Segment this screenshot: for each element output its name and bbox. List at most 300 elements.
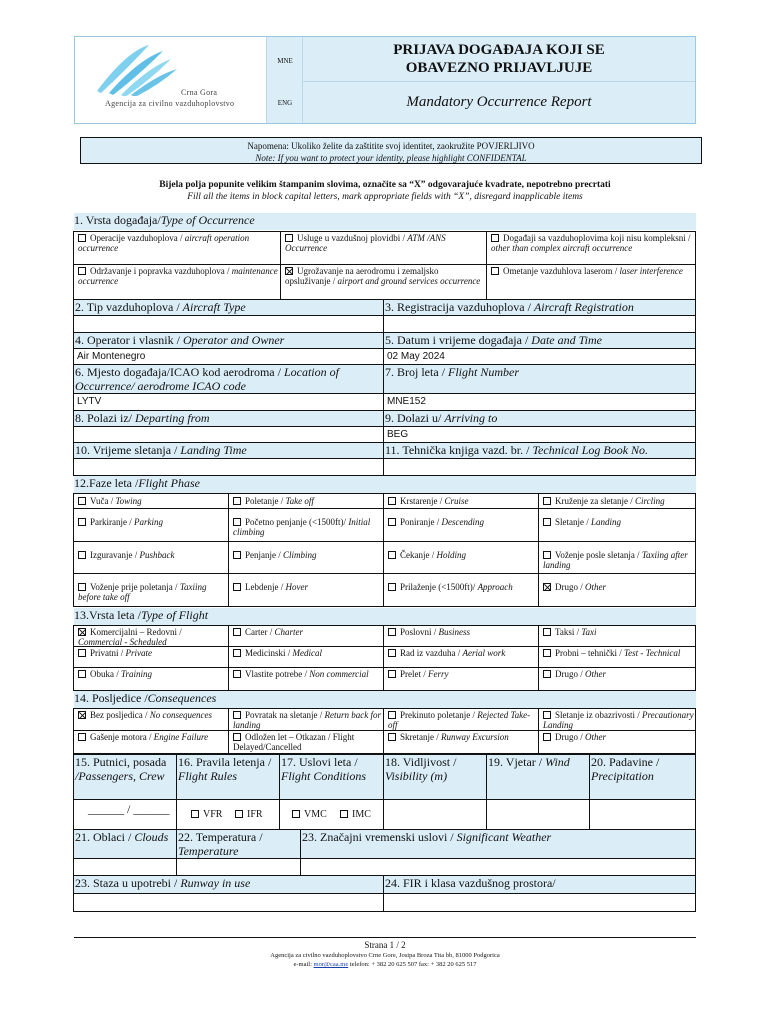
visibility-header bbox=[383, 754, 487, 800]
option-checkbox[interactable] bbox=[543, 551, 551, 559]
option-cell bbox=[228, 646, 384, 668]
option-cell bbox=[228, 625, 384, 647]
operator-owner-field[interactable]: Air Montenegro bbox=[73, 348, 384, 366]
visibility-field[interactable] bbox=[383, 799, 487, 830]
ifr-checkbox[interactable] bbox=[235, 810, 243, 818]
date-time-label-eng: Date and Time bbox=[531, 333, 602, 347]
aircraft-registration-field[interactable] bbox=[383, 315, 696, 333]
option-label-mne: Carter / bbox=[245, 627, 275, 637]
footer-email-link[interactable]: mor@caa.me bbox=[313, 961, 349, 968]
option-cell bbox=[228, 730, 384, 754]
option-checkbox[interactable] bbox=[233, 670, 241, 678]
option-cell bbox=[73, 730, 229, 754]
option-cell bbox=[538, 708, 696, 731]
aircraft-type-label-mne: 2. Tip vazduhoplova / bbox=[75, 300, 183, 314]
h21-mne: 21. Oblaci / bbox=[75, 830, 135, 844]
option-cell bbox=[538, 573, 696, 607]
s12-title-eng: Flight Phase bbox=[138, 476, 200, 490]
option-checkbox[interactable] bbox=[78, 670, 86, 678]
option-checkbox[interactable] bbox=[233, 551, 241, 559]
option-checkbox[interactable] bbox=[543, 518, 551, 526]
option-label-mne: Sletanje iz obazrivosti / bbox=[555, 710, 642, 720]
option-label-mne: Povratak na sletanje / bbox=[245, 710, 325, 720]
s13-title-eng: Type of Flight bbox=[140, 608, 209, 622]
arriving-to-label-mne: 9. Dolazi u/ bbox=[385, 411, 445, 425]
flight-number-label bbox=[383, 364, 696, 394]
option-checkbox[interactable] bbox=[491, 267, 499, 275]
section-12-title bbox=[74, 476, 696, 493]
clouds-header bbox=[73, 829, 177, 859]
option-checkbox[interactable] bbox=[233, 628, 241, 636]
option-checkbox[interactable] bbox=[78, 583, 86, 591]
option-cell bbox=[538, 646, 696, 668]
footer-divider bbox=[74, 937, 696, 938]
h19-mne: 19. Vjetar / bbox=[488, 755, 546, 769]
vfr-checkbox[interactable] bbox=[191, 810, 199, 818]
option-checkbox[interactable] bbox=[233, 733, 241, 741]
language-column bbox=[267, 37, 303, 123]
lang-mne-label: MNE bbox=[277, 57, 293, 65]
option-label-mne: Kruženje za sletanje / bbox=[555, 496, 635, 506]
vmc-checkbox[interactable] bbox=[292, 810, 300, 818]
instructions-mne: Bijela polja popunite velikim štampanim slovima, označite sa “X” odgovarajuće kvadrate, nepotrebno precrtati bbox=[159, 180, 611, 190]
instructions bbox=[74, 179, 696, 203]
option-cell bbox=[486, 231, 696, 265]
tech-log-field[interactable] bbox=[383, 458, 696, 476]
option-checkbox[interactable] bbox=[78, 733, 86, 741]
option-cell bbox=[73, 541, 229, 574]
option-label-mne: Drugo / bbox=[555, 732, 585, 742]
option-cell bbox=[73, 231, 281, 265]
flight-rules-field bbox=[176, 799, 280, 830]
passengers-crew-header bbox=[73, 754, 177, 800]
option-cell bbox=[383, 573, 539, 607]
h23w-eng: Significant Weather bbox=[456, 830, 552, 844]
h23r-eng: Runway in use bbox=[180, 876, 251, 890]
location-label-eng: Location of Occurrence/ aerodrome ICAO code bbox=[75, 365, 339, 393]
footer-contact bbox=[74, 960, 696, 969]
option-label-mne: Rad iz vazduha / bbox=[400, 648, 463, 658]
title-mne bbox=[303, 37, 695, 82]
option-label-eng: Precautionary Landing bbox=[543, 710, 694, 730]
footer-address: Agencija za civilno vazduhoplovstvo Crne Gore, Josipa Broza Tita bb, 81000 Podgorica bbox=[270, 952, 500, 959]
option-checkbox[interactable] bbox=[543, 628, 551, 636]
s13-title-mne: 13.Vrsta leta / bbox=[74, 608, 141, 622]
option-label-mne: Probni – tehnički / bbox=[555, 648, 624, 658]
clouds-field[interactable] bbox=[73, 858, 177, 876]
agency-logo bbox=[75, 37, 267, 123]
landing-time-label-eng: Landing Time bbox=[180, 443, 247, 457]
passengers-crew-field[interactable] bbox=[73, 799, 177, 830]
option-cell bbox=[538, 493, 696, 509]
option-label-eng: ATM /ANS Occurrence bbox=[285, 233, 446, 253]
option-label-eng: airport and ground services occurrence bbox=[337, 276, 481, 286]
landing-time-label bbox=[73, 442, 384, 459]
section-13-title bbox=[74, 608, 696, 625]
arriving-to-label bbox=[383, 410, 696, 427]
arriving-to-field[interactable]: BEG bbox=[383, 426, 696, 444]
option-label-mne: Početno penjanje (<1500ft)/ bbox=[245, 517, 349, 527]
option-checkbox[interactable] bbox=[78, 551, 86, 559]
ifr-option[interactable] bbox=[235, 810, 263, 820]
note-mne: Napomena: Ukoliko želite da zaštitite svoj identitet, zaokružite POVJERLJIVO bbox=[247, 141, 535, 151]
logo-country: Crna Gora bbox=[181, 88, 218, 97]
option-label-eng: Taxiing after landing bbox=[543, 550, 688, 570]
option-label-mne: Događaji sa vazduhoplovima koji nisu kompleksni / bbox=[503, 233, 691, 243]
footer-phone-fax: telefon: + 382 20 625 507 fax: + 382 20 625 517 bbox=[349, 961, 477, 968]
option-cell bbox=[73, 508, 229, 542]
h22-mne: 22. Temperatura / bbox=[178, 830, 263, 844]
aircraft-registration-label-mne: 3. Registracija vazduhoplova / bbox=[385, 300, 534, 314]
option-label-mne: Poniranje / bbox=[400, 517, 442, 527]
option-label-eng: Pushback bbox=[139, 550, 175, 560]
option-checkbox[interactable] bbox=[543, 733, 551, 741]
option-label-mne: Poslovni / bbox=[400, 627, 439, 637]
fir-field[interactable] bbox=[383, 893, 696, 912]
option-label-eng: Training bbox=[121, 669, 153, 679]
precipitation-field[interactable] bbox=[589, 799, 696, 830]
s14-title-eng: Consequences bbox=[147, 691, 217, 705]
option-label-eng: Towing bbox=[115, 496, 142, 506]
aircraft-type-label bbox=[73, 299, 384, 316]
option-label-mne: Prelet / bbox=[400, 669, 428, 679]
footer-email-label: e-mail: bbox=[293, 961, 312, 968]
h15-eng: /Passengers, Crew bbox=[75, 769, 165, 783]
option-cell bbox=[383, 625, 539, 647]
option-checkbox[interactable] bbox=[388, 670, 396, 678]
option-label-eng: Test - Technical bbox=[624, 648, 681, 658]
option-checkbox[interactable] bbox=[233, 649, 241, 657]
option-label-mne: Penjanje / bbox=[245, 550, 283, 560]
tech-log-label bbox=[383, 442, 696, 459]
passengers-crew-value: ______ / ______ bbox=[88, 802, 170, 816]
imc-checkbox[interactable] bbox=[340, 810, 348, 818]
option-label-mne: Odložen let – Otkazan / Flight Delayed/Cancelled bbox=[233, 732, 355, 752]
vmc-label: VMC bbox=[304, 809, 327, 820]
h23w-mne: 23. Značajni vremenski uslovi / bbox=[302, 830, 457, 844]
instructions-eng: Fill all the items in block capital letters, mark appropriate fields with “X”, disregard inapplicable items bbox=[187, 192, 583, 202]
option-checkbox[interactable] bbox=[285, 267, 293, 275]
option-checkbox[interactable] bbox=[233, 711, 241, 719]
h17-mne: 17. Uslovi leta / bbox=[281, 755, 358, 769]
flight-conditions-field bbox=[279, 799, 384, 830]
option-cell bbox=[538, 667, 696, 691]
flight-number-field[interactable]: MNE152 bbox=[383, 393, 696, 411]
h18-mne: 18. Vidljivost / bbox=[385, 755, 457, 769]
option-cell bbox=[538, 541, 696, 574]
option-label-mne: Izguravanje / bbox=[90, 550, 140, 560]
aircraft-registration-label bbox=[383, 299, 696, 316]
option-cell bbox=[383, 646, 539, 668]
option-checkbox[interactable] bbox=[388, 497, 396, 505]
option-cell bbox=[383, 541, 539, 574]
option-label-mne: Lebdenje / bbox=[245, 582, 286, 592]
temperature-header bbox=[176, 829, 301, 859]
ifr-label: IFR bbox=[247, 809, 263, 820]
option-label-mne: Usluge u vazdušnoj plovidbi / bbox=[297, 233, 408, 243]
option-checkbox[interactable] bbox=[78, 628, 86, 636]
date-time-field[interactable]: 02 May 2024 bbox=[383, 348, 696, 366]
option-label-mne: Voženje posle sletanja / bbox=[555, 550, 642, 560]
option-label-mne: Ugrožavanje na aerodromu i zemaljsko opsluživanje / bbox=[285, 266, 439, 286]
departing-from-label-mne: 8. Polazi iz/ bbox=[75, 411, 135, 425]
flight-number-label-mne: 7. Broj leta / bbox=[385, 365, 448, 379]
option-label-mne: Medicinski / bbox=[245, 648, 293, 658]
option-label-eng: Take off bbox=[285, 496, 314, 506]
option-label-mne: Privatni / bbox=[90, 648, 126, 658]
option-label-mne: Ometanje vazduhlova laserom / bbox=[503, 266, 620, 276]
option-label-eng: Business bbox=[438, 627, 471, 637]
option-label-eng: Return back for landing bbox=[233, 710, 381, 730]
s1-title-mne: 1. Vrsta događaja/ bbox=[74, 213, 161, 227]
date-time-label-mne: 5. Datum i vrijeme događaja / bbox=[385, 333, 532, 347]
operator-owner-label bbox=[73, 332, 384, 349]
option-cell bbox=[73, 708, 229, 731]
option-checkbox[interactable] bbox=[233, 583, 241, 591]
option-label-eng: Private bbox=[125, 648, 152, 658]
option-label-eng: other than complex aircraft occurrence bbox=[491, 243, 633, 253]
option-checkbox[interactable] bbox=[285, 234, 293, 242]
aircraft-type-field[interactable] bbox=[73, 315, 384, 333]
option-label-mne: Održavanje i popravka vazduhoplova / bbox=[90, 266, 232, 276]
tech-log-label-eng: Technical Log Book No. bbox=[532, 443, 649, 457]
form-header bbox=[74, 36, 696, 124]
option-label-eng: Cruise bbox=[444, 496, 469, 506]
imc-option[interactable] bbox=[340, 810, 371, 820]
option-label-eng: Other bbox=[585, 582, 606, 592]
location-label-mne: 6. Mjesto događaja/ICAO kod aerodroma / bbox=[75, 365, 284, 379]
flight-conditions-header bbox=[279, 754, 384, 800]
option-label-eng: Other bbox=[585, 669, 606, 679]
option-label-mne: Poletanje / bbox=[245, 496, 286, 506]
option-cell bbox=[73, 646, 229, 668]
option-label-mne: Drugo / bbox=[555, 669, 585, 679]
option-label-mne: Komercijalni – Redovni / bbox=[90, 627, 182, 637]
option-label-eng: Descending bbox=[441, 517, 484, 527]
option-cell bbox=[228, 573, 384, 607]
option-cell bbox=[280, 231, 487, 265]
significant-weather-header bbox=[300, 829, 696, 859]
option-cell bbox=[73, 264, 281, 300]
option-checkbox[interactable] bbox=[388, 711, 396, 719]
lang-eng-label: ENG bbox=[277, 99, 293, 107]
option-checkbox[interactable] bbox=[78, 711, 86, 719]
temperature-field[interactable] bbox=[176, 858, 301, 876]
option-cell bbox=[73, 573, 229, 607]
option-label-mne: Parkiranje / bbox=[90, 517, 134, 527]
section-1-title bbox=[74, 213, 696, 230]
option-label-mne: Sletanje / bbox=[555, 517, 591, 527]
option-cell bbox=[383, 708, 539, 731]
option-label-eng: Taxiing before take off bbox=[78, 582, 207, 602]
option-cell bbox=[73, 493, 229, 509]
option-label-mne: Prilaženje (<1500ft)/ bbox=[400, 582, 478, 592]
option-checkbox[interactable] bbox=[233, 497, 241, 505]
option-label-mne: Krstarenje / bbox=[400, 496, 445, 506]
h19-eng: Wind bbox=[545, 755, 570, 769]
option-label-eng: Taxi bbox=[581, 627, 597, 637]
option-checkbox[interactable] bbox=[543, 583, 551, 591]
landing-time-label-mne: 10. Vrijeme sletanja / bbox=[75, 443, 181, 457]
logo-agency-name: Agencija za civilno vazduhoplovstvo bbox=[105, 99, 235, 108]
option-checkbox[interactable] bbox=[491, 234, 499, 242]
option-checkbox[interactable] bbox=[78, 518, 86, 526]
option-label-mne: Prekinuto poletanje / bbox=[400, 710, 478, 720]
option-cell bbox=[228, 708, 384, 731]
vmc-option[interactable] bbox=[292, 810, 327, 820]
option-checkbox[interactable] bbox=[233, 518, 241, 526]
option-label-mne: Vlastite potrebe / bbox=[245, 669, 310, 679]
option-cell bbox=[73, 667, 229, 691]
aircraft-registration-label-eng: Aircraft Registration bbox=[533, 300, 634, 314]
option-cell bbox=[538, 730, 696, 754]
option-label-mne: Gašenje motora / bbox=[90, 732, 154, 742]
option-label-eng: Engine Failure bbox=[153, 732, 209, 742]
precipitation-header bbox=[589, 754, 696, 800]
page-number: Strana 1 / 2 bbox=[364, 940, 406, 950]
flight-rules-header bbox=[176, 754, 280, 800]
location-label bbox=[73, 364, 384, 394]
option-checkbox[interactable] bbox=[388, 649, 396, 657]
option-label-eng: Climbing bbox=[283, 550, 317, 560]
option-label-eng: Parking bbox=[134, 517, 163, 527]
option-label-eng: maintenance occurrence bbox=[78, 266, 278, 286]
option-checkbox[interactable] bbox=[388, 551, 396, 559]
flight-number-label-eng: Flight Number bbox=[448, 365, 519, 379]
runway-header bbox=[73, 875, 384, 894]
h20-mne: 20. Padavine / bbox=[591, 755, 660, 769]
option-label-eng: Medical bbox=[292, 648, 322, 658]
h15-mne: 15. Putnici, posada bbox=[75, 755, 167, 769]
s14-title-mne: 14. Posljedice / bbox=[74, 691, 148, 705]
option-label-eng: Initial climbing bbox=[233, 517, 371, 537]
wings-logo-icon bbox=[87, 41, 187, 96]
option-label-eng: Non commercial bbox=[309, 669, 369, 679]
operator-owner-label-mne: 4. Operator i vlasnik / bbox=[75, 333, 183, 347]
date-time-label bbox=[383, 332, 696, 349]
option-cell bbox=[280, 264, 487, 300]
wind-header bbox=[486, 754, 590, 800]
aircraft-type-label-eng: Aircraft Type bbox=[182, 300, 246, 314]
option-checkbox[interactable] bbox=[543, 497, 551, 505]
option-label-eng: Holding bbox=[436, 550, 467, 560]
title-eng: Mandatory Occurrence Report bbox=[303, 82, 695, 123]
option-cell bbox=[228, 508, 384, 542]
option-label-eng: laser interference bbox=[619, 266, 683, 276]
option-label-eng: Rejected Take-off bbox=[388, 710, 531, 730]
fir-header bbox=[383, 875, 696, 894]
note-eng: Note: If you want to protect your identity, please highlight CONFIDENTAL bbox=[255, 153, 527, 163]
option-label-mne: Vuča / bbox=[90, 496, 116, 506]
h16-mne: 16. Pravila letenja / bbox=[178, 755, 272, 769]
option-cell bbox=[538, 625, 696, 647]
s12-title-mne: 12.Faze leta / bbox=[74, 476, 139, 490]
option-label-eng: Landing bbox=[591, 517, 622, 527]
option-cell bbox=[383, 493, 539, 509]
option-label-mne: Drugo / bbox=[555, 582, 585, 592]
option-cell bbox=[228, 541, 384, 574]
option-cell bbox=[486, 264, 696, 300]
landing-time-field[interactable] bbox=[73, 458, 384, 476]
option-label-eng: Approach bbox=[477, 582, 513, 592]
s1-title-eng: Type of Occurrence bbox=[160, 213, 255, 227]
option-cell bbox=[73, 625, 229, 647]
option-checkbox[interactable] bbox=[388, 733, 396, 741]
title-mne-line2: OBAVEZNO PRIJAVLJUJE bbox=[405, 60, 593, 76]
option-checkbox[interactable] bbox=[388, 518, 396, 526]
option-checkbox[interactable] bbox=[78, 234, 86, 242]
option-checkbox[interactable] bbox=[543, 711, 551, 719]
h22-eng: Temperature bbox=[178, 844, 239, 858]
option-cell bbox=[383, 667, 539, 691]
confidentiality-note bbox=[80, 137, 702, 164]
significant-weather-field[interactable] bbox=[300, 858, 696, 876]
departing-from-label-eng: Departing from bbox=[135, 411, 210, 425]
h24-mne: 24. FIR i klasa vazdušnog prostora/ bbox=[385, 876, 556, 890]
option-label-mne: Čekanje / bbox=[400, 550, 437, 560]
option-label-eng: Hover bbox=[285, 582, 308, 592]
option-checkbox[interactable] bbox=[543, 670, 551, 678]
option-label-mne: Taksi / bbox=[555, 627, 582, 637]
location-field[interactable]: LYTV bbox=[73, 393, 384, 411]
option-label-mne: Bez posljedica / bbox=[90, 710, 150, 720]
vfr-label: VFR bbox=[203, 809, 223, 820]
h21-eng: Clouds bbox=[134, 830, 169, 844]
option-label-eng: Runway Excursion bbox=[441, 732, 509, 742]
h16-eng: Flight Rules bbox=[178, 769, 237, 783]
option-checkbox[interactable] bbox=[78, 497, 86, 505]
arriving-to-label-eng: Arriving to bbox=[444, 411, 498, 425]
option-label-mne: Voženje prije poletanja / bbox=[90, 582, 180, 592]
option-label-eng: Other bbox=[585, 732, 606, 742]
option-cell bbox=[383, 508, 539, 542]
h20-eng: Precipitation bbox=[591, 769, 654, 783]
option-cell bbox=[228, 667, 384, 691]
option-label-eng: aircraft operation occurrence bbox=[78, 233, 250, 253]
option-label-eng: Aerial work bbox=[462, 648, 506, 658]
option-label-mne: Skretanje / bbox=[400, 732, 441, 742]
option-checkbox[interactable] bbox=[78, 267, 86, 275]
page-footer bbox=[74, 940, 696, 969]
operator-owner-label-eng: Operator and Owner bbox=[182, 333, 285, 347]
option-label-eng: No consequences bbox=[149, 710, 212, 720]
option-checkbox[interactable] bbox=[543, 649, 551, 657]
departing-from-label bbox=[73, 410, 384, 427]
vfr-option[interactable] bbox=[191, 810, 222, 820]
h17-eng: Flight Conditions bbox=[281, 769, 367, 783]
option-label-eng: Circling bbox=[634, 496, 665, 506]
option-label-eng: Ferry bbox=[428, 669, 449, 679]
option-checkbox[interactable] bbox=[388, 583, 396, 591]
option-label-eng: Commercial - Scheduled bbox=[78, 637, 167, 647]
option-checkbox[interactable] bbox=[388, 628, 396, 636]
option-checkbox[interactable] bbox=[78, 649, 86, 657]
runway-field[interactable] bbox=[73, 893, 384, 912]
option-label-eng: Charter bbox=[274, 627, 304, 637]
wind-field[interactable] bbox=[486, 799, 590, 830]
option-cell bbox=[383, 730, 539, 754]
section-14-title bbox=[74, 691, 696, 708]
title-mne-line1: PRIJAVA DOGAĐAJA KOJI SE bbox=[393, 42, 605, 58]
option-cell bbox=[538, 508, 696, 542]
imc-label: IMC bbox=[352, 809, 371, 820]
option-label-mne: Obuka / bbox=[90, 669, 121, 679]
h18-eng: Visibility (m) bbox=[385, 769, 448, 783]
h23r-mne: 23. Staza u upotrebi / bbox=[75, 876, 181, 890]
tech-log-label-mne: 11. Tehnička knjiga vazd. br. / bbox=[385, 443, 533, 457]
option-label-mne: Operacije vazduhoplova / bbox=[90, 233, 185, 243]
option-cell bbox=[228, 493, 384, 509]
